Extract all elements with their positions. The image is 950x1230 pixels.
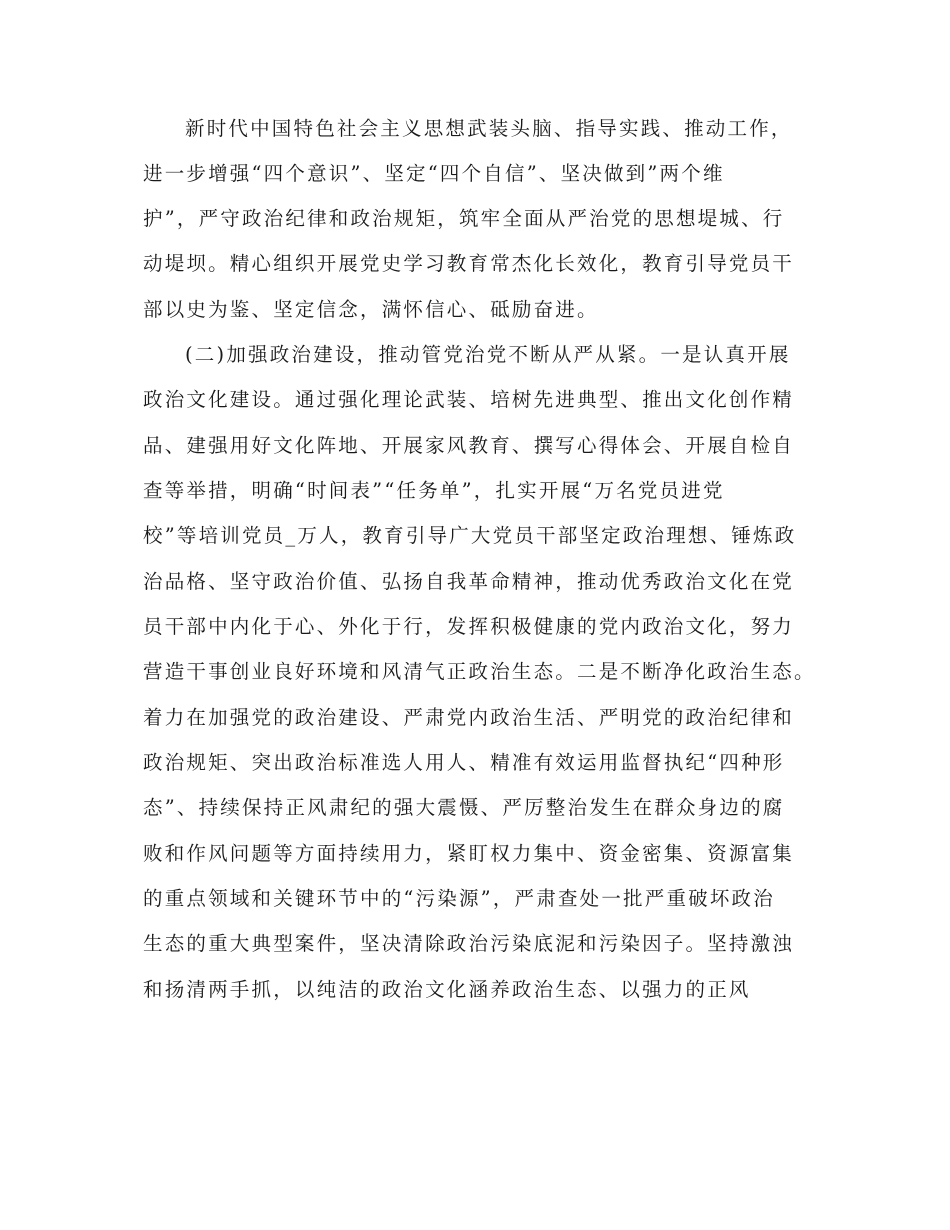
text-line-2: 进一步增强“四个意识”、坚定“四个自信”、坚决做到”两个维 [143, 162, 725, 185]
text-line-19: 生态的重大典型案件，坚决清除政治污染底泥和污染因子。坚持激浊 [143, 932, 795, 955]
text-line-8: 品、建强用好文化阵地、开展家风教育、撰写心得体会、开展自检自 [143, 434, 795, 457]
text-line-5: 部以史为鉴、坚定信念，满怀信心、砥励奋进。 [143, 298, 599, 321]
text-line-18: 的重点领域和关键环节中的“污染源”，严肃查处一批严重破坏政治 [143, 887, 775, 910]
text-line-13: 营造干事创业良好环境和风清气正政治生态。二是不断净化政治生态。 [143, 660, 816, 683]
text-line-7: 政治文化建设。通过强化理论武装、培树先进典型、推出文化创作精 [143, 388, 795, 411]
text-line-10: 校”等培训党员_万人，教育引导广大党员干部坚定政治理想、锤炼政 [143, 524, 797, 547]
text-line-11: 治品格、坚守政治价值、弘扬自我革命精神，推动优秀政治文化在党 [143, 570, 795, 593]
text-line-20: 和扬清两手抓，以纯洁的政治文化涵养政治生态、以强力的正风 [143, 978, 751, 1001]
text-line-16: 态”、持续保持正风肃纪的强大震慑、严厉整治发生在群众身边的腐 [143, 796, 785, 819]
text-line-6: (二)加强政治建设，推动管党治党不断从严从紧。一是认真开展 [185, 343, 791, 366]
text-line-1: 新时代中国特色社会主义思想武装头脑、指导实践、推动工作， [185, 117, 793, 140]
text-line-9: 查等举措，明确“时间表”“任务单”，扎实开展“万名党员进党 [143, 479, 725, 502]
text-line-17: 败和作风问题等方面持续用力，紧盯权力集中、资金密集、资源富集 [143, 842, 795, 865]
text-line-14: 着力在加强党的政治建设、严肃党内政治生活、严明党的政治纪律和 [143, 706, 795, 729]
text-line-15: 政治规矩、突出政治标准选人用人、精准有效运用监督执纪“四种形 [143, 751, 785, 774]
text-line-3: 护”，严守政治纪律和政治规矩，筑牢全面从严治党的思想堤城、行 [143, 207, 785, 230]
text-line-4: 动堤坝。精心组织开展党史学习教育常杰化长效化，教育引导党员干 [143, 252, 795, 275]
text-line-12: 员干部中内化于心、外化于行，发挥积极健康的党内政治文化，努力 [143, 615, 795, 638]
